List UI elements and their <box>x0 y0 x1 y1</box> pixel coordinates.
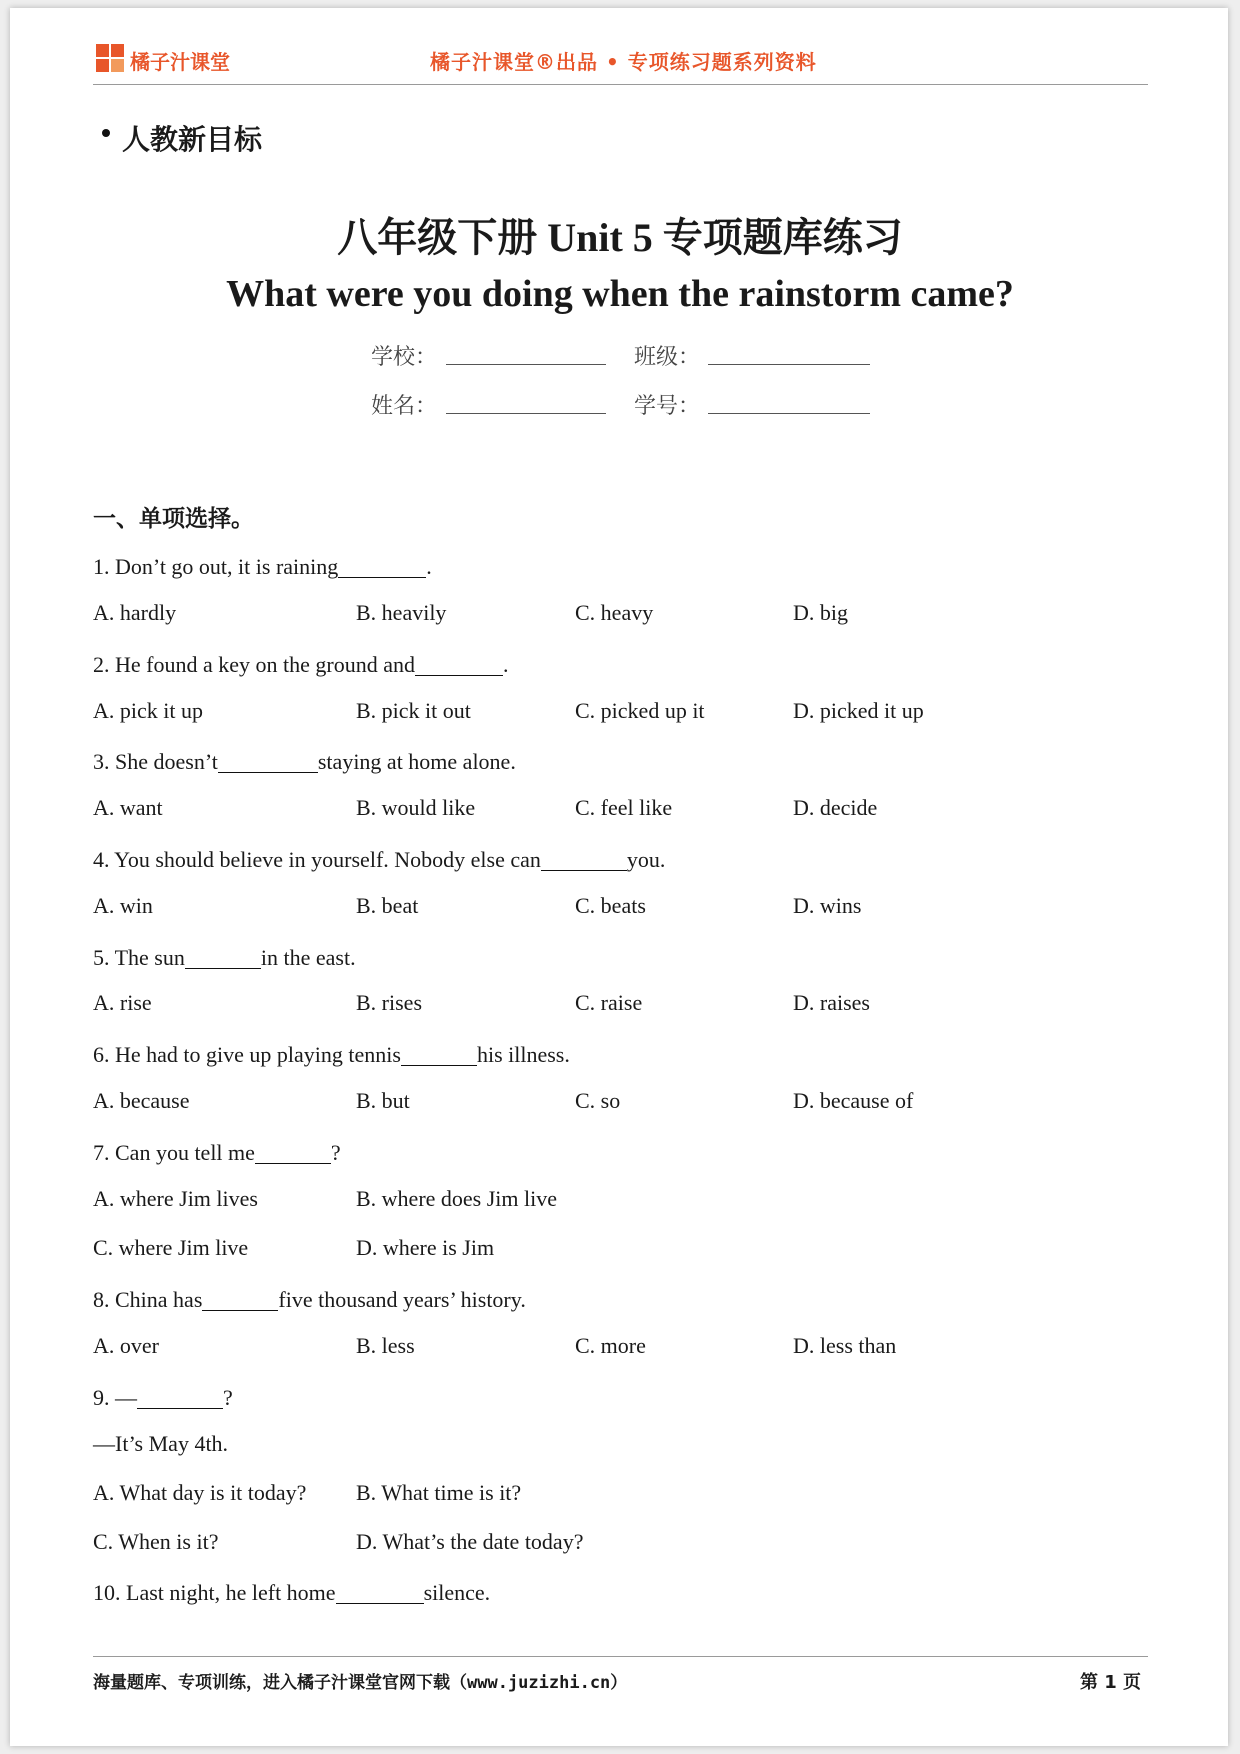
question-3 <box>93 746 516 775</box>
question-5 <box>93 942 356 971</box>
option-d[interactable]: D. What’s the date today? <box>356 1529 584 1554</box>
option-c[interactable]: C. heavy <box>575 600 654 625</box>
question-4 <box>93 844 665 873</box>
option-b[interactable]: B. less <box>356 1333 415 1358</box>
question-text-end: in the east. <box>260 945 356 970</box>
question-text: 7. Can you tell me <box>93 1140 255 1165</box>
option-a[interactable]: A. want <box>93 795 163 820</box>
option-b[interactable]: B. but <box>356 1088 410 1113</box>
option-d[interactable]: D. big <box>793 600 848 625</box>
option-d[interactable]: D. raises <box>793 990 870 1015</box>
number-blank[interactable] <box>708 413 870 414</box>
answer-blank[interactable] <box>137 1386 223 1409</box>
page-number: 第 1 页 <box>1080 1672 1142 1693</box>
option-c[interactable]: C. When is it? <box>93 1529 219 1554</box>
option-d[interactable]: D. decide <box>793 795 878 820</box>
option-b[interactable]: B. heavily <box>356 600 447 625</box>
page-title: 八年级下册 Unit 5 专项题库练习 <box>337 215 903 260</box>
option-d[interactable]: D. where is Jim <box>356 1235 495 1260</box>
name-label: 姓名： <box>371 394 438 419</box>
option-b[interactable]: B. pick it out <box>356 698 471 723</box>
option-a[interactable]: A. pick it up <box>93 698 203 723</box>
question-text: 3. She doesn’t <box>93 749 218 774</box>
option-a[interactable]: A. because <box>93 1088 190 1113</box>
option-c[interactable]: C. picked up it <box>575 698 705 723</box>
answer-blank[interactable] <box>415 653 503 676</box>
series-label <box>102 118 262 158</box>
option-a[interactable]: A. over <box>93 1333 159 1358</box>
name-blank[interactable] <box>446 413 606 414</box>
option-d[interactable]: D. picked it up <box>793 698 924 723</box>
option-c[interactable]: C. where Jim live <box>93 1235 249 1260</box>
question-text-end: . <box>502 652 509 677</box>
question-text-end: silence. <box>423 1580 491 1605</box>
option-b[interactable]: B. What time is it? <box>356 1480 522 1505</box>
question-text: 4. You should believe in yourself. Nobody else can <box>93 847 541 872</box>
footer-text: 海量题库、专项训练，进入橘子汁课堂官网下载（www.juzizhi.cn） <box>93 1673 628 1693</box>
option-c[interactable]: C. beats <box>575 893 646 918</box>
option-b[interactable]: B. would like <box>356 795 476 820</box>
series-text: 人教新目标 <box>122 123 263 156</box>
question-9-reply: —It’s May 4th. <box>93 1431 229 1456</box>
school-label: 学校： <box>371 345 438 370</box>
answer-blank[interactable] <box>185 946 261 969</box>
question-text-end: ? <box>223 1385 233 1410</box>
question-7 <box>93 1137 341 1166</box>
logo-text: 橘子汁课堂 <box>130 50 230 74</box>
question-text: 8. China has <box>93 1287 203 1312</box>
class-blank[interactable] <box>708 364 870 365</box>
class-label: 班级： <box>634 345 701 370</box>
question-9 <box>93 1382 233 1411</box>
answer-blank[interactable] <box>401 1043 477 1066</box>
option-b[interactable]: B. where does Jim live <box>356 1186 558 1211</box>
question-text: 2. He found a key on the ground and <box>93 652 415 677</box>
question-text-end: you. <box>626 847 666 872</box>
number-label: 学号： <box>634 394 701 419</box>
question-6 <box>93 1039 570 1068</box>
option-c[interactable]: C. so <box>575 1088 621 1113</box>
question-2 <box>93 649 508 678</box>
answer-blank[interactable] <box>541 848 627 871</box>
option-c[interactable]: C. feel like <box>575 795 673 820</box>
school-blank[interactable] <box>446 364 606 365</box>
option-b[interactable]: B. rises <box>356 990 422 1015</box>
footer-divider <box>93 1656 1148 1657</box>
answer-blank[interactable] <box>218 750 318 773</box>
question-text: 6. He had to give up playing tennis <box>93 1042 401 1067</box>
question-8 <box>93 1284 526 1313</box>
question-text-end: staying at home alone. <box>317 749 516 774</box>
option-d[interactable]: D. because of <box>793 1088 914 1113</box>
question-text-end: ? <box>330 1140 341 1165</box>
logo-icon <box>96 44 124 72</box>
option-d[interactable]: D. wins <box>793 893 862 918</box>
option-a[interactable]: A. where Jim lives <box>93 1186 258 1211</box>
option-d[interactable]: D. less than <box>793 1333 897 1358</box>
question-10 <box>93 1577 490 1606</box>
question-text-end: his illness. <box>476 1042 570 1067</box>
answer-blank[interactable] <box>255 1141 331 1164</box>
answer-blank[interactable] <box>338 555 426 578</box>
option-b[interactable]: B. beat <box>356 893 419 918</box>
answer-blank[interactable] <box>202 1288 278 1311</box>
answer-blank[interactable] <box>336 1581 424 1604</box>
question-text: 1. Don’t go out, it is raining <box>93 554 339 579</box>
page-subtitle: What were you doing when the rainstorm came? <box>226 273 1014 315</box>
header-divider <box>93 84 1148 85</box>
question-text-end: five thousand years’ history. <box>278 1287 526 1312</box>
section-heading: 一、单项选择。 <box>93 505 254 532</box>
option-a[interactable]: A. win <box>93 893 153 918</box>
question-text-end: . <box>426 554 432 579</box>
question-1 <box>93 551 432 580</box>
option-a[interactable]: A. hardly <box>93 600 177 625</box>
question-text: 5. The sun <box>93 945 185 970</box>
header-title: 橘子汁课堂®出品 • 专项练习题系列资料 <box>430 50 817 74</box>
option-c[interactable]: C. more <box>575 1333 646 1358</box>
option-a[interactable]: A. What day is it today? <box>93 1480 307 1505</box>
question-text: 10. Last night, he left home <box>93 1580 336 1605</box>
bullet-icon <box>102 129 110 137</box>
option-c[interactable]: C. raise <box>575 990 643 1015</box>
option-a[interactable]: A. rise <box>93 990 152 1015</box>
question-text: 9. — <box>93 1385 137 1410</box>
